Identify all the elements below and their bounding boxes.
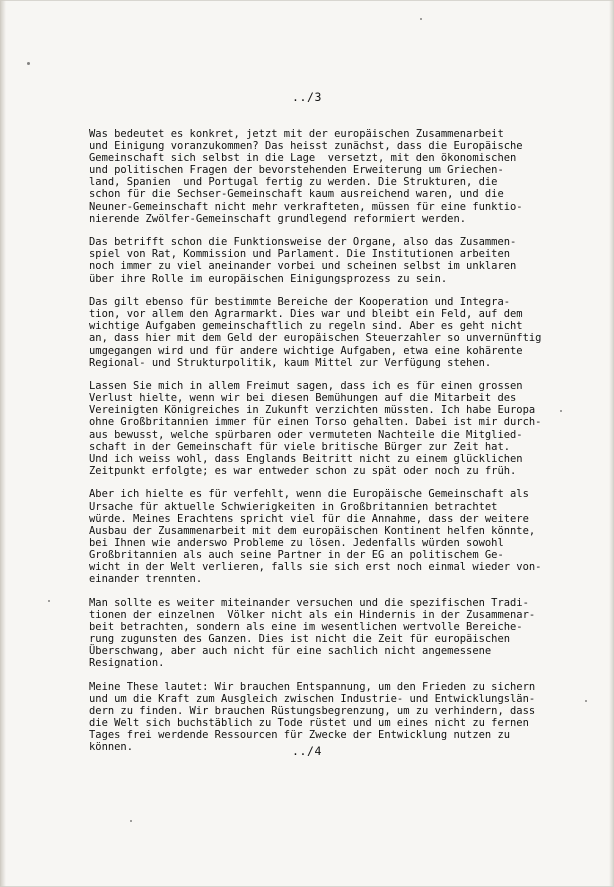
text-line: Meine These lautet: Wir brauchen Entspannung, um den Frieden zu sichern [89, 680, 536, 693]
text-line: Verlust hielte, wenn wir bei diesen Bemühungen auf die Mitarbeit des [89, 392, 517, 405]
text-line: bei Ihnen wie anderswo Probleme zu lösen. Jedenfalls würden sowohl [89, 536, 504, 549]
paragraph [89, 380, 597, 477]
text-line: Man sollte es weiter miteinander versuchen und die spezifischen Tradi- [89, 596, 529, 609]
text-line: dern zu finden. Wir brauchen Rüstungsbegrenzung, um zu verhindern, dass [89, 704, 536, 717]
text-line: Tages frei werdende Ressourcen für Zwecke der Entwicklung nutzen zu [89, 729, 511, 742]
text-line: die Welt sich buchstäblich zu Tode rüstet und um eines nicht zu fernen [89, 717, 529, 730]
scan-speck [420, 18, 422, 20]
text-line: Gemeinschaft sich selbst in die Lage versetzt, mit den ökonomischen [89, 152, 517, 165]
text-line: Das gilt ebenso für bestimmte Bereiche der Kooperation und Integra- [89, 296, 511, 309]
text-line: Vereinigten Königreiches in Zukunft verzichten müssten. Ich habe Europa [89, 404, 536, 417]
text-line: tionen der einzelnen Völker nicht als ein Hindernis in der Zusammenar- [89, 608, 536, 621]
text-line: Was bedeutet es konkret, jetzt mit der europäischen Zusammenarbeit [89, 128, 504, 140]
text-line: Aber ich hielte es für verfehlt, wenn die Europäische Gemeinschaft als [89, 488, 529, 501]
paragraph [89, 681, 597, 754]
text-line: und politischen Fragen der bevorstehenden Erweiterung um Griechen- [89, 164, 504, 177]
text-line: ohne Großbritannien immer für einen Torso gehalten. Dabei ist mir durch- [89, 416, 542, 429]
page-marker-top: ../3 [291, 90, 323, 104]
paragraph [89, 597, 597, 670]
text-line: Und ich weiss wohl, dass Englands Beitritt nicht zu einem glücklichen [89, 452, 523, 465]
text-line: und um die Kraft zum Ausgleich zwischen Industrie- und Entwicklungslän- [89, 692, 536, 705]
text-line: Neuner-Gemeinschaft nicht mehr verkrafteten, müssen für eine funktio- [89, 200, 523, 213]
text-line: Ausbau der Zusammenarbeit mit dem europäischen Kontinent helfen könnte, [89, 524, 536, 537]
text-line: Resignation. [89, 657, 165, 670]
text-line: über ihre Rolle im europäischen Einigungsprozess zu sein. [89, 272, 448, 285]
scan-speck [48, 600, 50, 602]
text-line: würde. Meines Erachtens spricht viel für die Annahme, dass der weitere [89, 512, 529, 525]
text-line: Großbritannien als auch seine Partner in der EG an politischem Ge- [89, 548, 504, 561]
text-line: umgegangen wird und für andere wichtige Aufgaben, etwa eine kohärente [89, 344, 523, 357]
scan-speck [27, 62, 30, 65]
text-line: rung zugunsten des Ganzen. Dies ist nicht die Zeit für europäischen [89, 632, 511, 645]
text-line: Überschwang, aber auch nicht für eine sachlich nicht angemessene [89, 645, 492, 658]
text-line: Das betrifft schon die Funktionsweise der Organe, also das Zusammen- [89, 236, 517, 249]
paragraph [89, 128, 597, 225]
text-line: und Einigung voranzukommen? Das heisst zunächst, dass die Europäische [89, 140, 523, 153]
text-line: tion, vor allem den Agrarmarkt. Dies war und bleibt ein Feld, auf dem [89, 308, 523, 321]
text-line: nierende Zwölfer-Gemeinschaft grundlegend reformiert werden. [89, 212, 467, 225]
text-line: können. [89, 741, 133, 754]
body-text [89, 128, 597, 765]
text-line: Regional- und Strukturpolitik, kaum Mittel zur Verfügung stehen. [89, 356, 492, 369]
text-line: wicht in der Welt verlieren, falls sie sich erst noch einmal wieder von- [89, 561, 542, 573]
text-line: Lassen Sie mich in allem Freimut sagen, dass ich es für einen grossen [89, 380, 523, 393]
text-line: an, dass hier mit dem Geld der europäischen Steuerzahler so unvernünftig [89, 332, 542, 345]
page-marker-bottom: ../4 [291, 744, 323, 758]
paragraph [89, 236, 597, 284]
text-line: wichtige Aufgaben gemeinschaftlich zu regeln sind. Aber es geht nicht [89, 320, 523, 333]
paragraph [89, 488, 597, 585]
scan-speck [130, 820, 132, 822]
text-line: spiel von Rat, Kommission und Parlament. Die Institutionen arbeiten [89, 248, 511, 261]
text-line: Ursache für aktuelle Schwierigkeiten in Großbritannien betrachtet [89, 500, 498, 513]
text-line: land, Spanien und Portugal fertig zu werden. Die Strukturen, die [89, 176, 498, 189]
text-line: einander trennten. [89, 573, 203, 586]
text-line: noch immer zu viel aneinander vorbei und scheinen selbst im unklaren [89, 260, 517, 273]
text-line: aus bewusst, welche spürbaren oder vermuteten Nachteile die Mitglied- [89, 428, 523, 441]
text-line: Zeitpunkt erfolgte; es war entweder schon zu spät oder noch zu früh. [89, 464, 517, 477]
text-line: schaft in der Gemeinschaft für viele britische Bürger zur Zeit hat. [89, 440, 511, 453]
paragraph [89, 296, 597, 369]
text-line: beit betrachten, sondern als eine im wesentlichen wertvolle Bereiche- [89, 620, 523, 633]
text-line: schon für die Sechser-Gemeinschaft kaum ausreichend waren, und die [89, 188, 504, 201]
